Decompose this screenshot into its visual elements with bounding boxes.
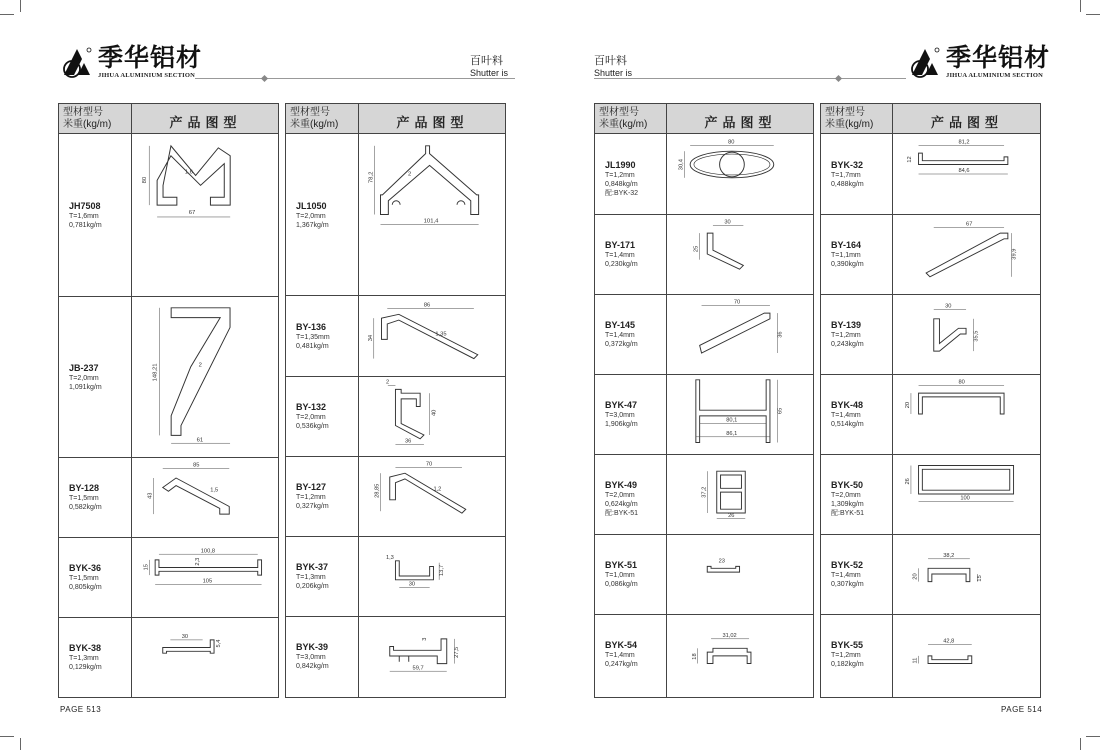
profile-weight: 1,091kg/m xyxy=(69,383,102,391)
header-model-weight xyxy=(290,107,338,131)
table-header xyxy=(286,104,505,134)
profile-weight: 0,206kg/m xyxy=(296,583,329,590)
profile-code: BYK-32 xyxy=(831,160,864,170)
header-rule xyxy=(195,78,515,79)
svg-text:26: 26 xyxy=(905,478,912,485)
svg-text:70: 70 xyxy=(425,461,433,468)
profile-thickness: T=1,4mm xyxy=(831,412,861,419)
profile-thickness: T=3,0mm xyxy=(296,654,326,661)
brand-logo xyxy=(60,44,202,79)
svg-text:148,21: 148,21 xyxy=(152,363,159,382)
svg-text:37,2: 37,2 xyxy=(701,486,708,498)
svg-text:84,6: 84,6 xyxy=(958,168,970,175)
profile-code: BYK-55 xyxy=(831,640,864,650)
profile-code: BYK-49 xyxy=(605,480,638,490)
profile-drawing xyxy=(894,216,1040,292)
table-row xyxy=(286,376,505,456)
table-row xyxy=(821,374,1040,454)
svg-text:38,2: 38,2 xyxy=(943,552,955,559)
svg-text:67: 67 xyxy=(966,221,973,228)
table-row xyxy=(821,534,1040,614)
profile-code: BYK-38 xyxy=(69,643,102,653)
logo-mark-icon xyxy=(60,45,94,79)
table-row xyxy=(59,134,278,296)
profile-thickness: T=1,6mm xyxy=(69,213,99,220)
profile-drawing xyxy=(894,296,1040,372)
svg-text:1,5: 1,5 xyxy=(210,487,219,494)
header-weight-label: 米重(kg/m) xyxy=(290,119,339,130)
profile-pairing-note: 配:BYK-51 xyxy=(605,510,639,517)
svg-text:1,2: 1,2 xyxy=(433,486,442,493)
profile-table xyxy=(820,103,1041,698)
profile-drawing xyxy=(668,616,813,692)
crop-mark xyxy=(1086,736,1100,737)
svg-text:65: 65 xyxy=(777,407,784,414)
profile-weight: 0,488kg/m xyxy=(831,181,864,188)
profile-code: BY-132 xyxy=(296,402,327,412)
profile-weight: 0,307kg/m xyxy=(831,581,864,588)
profile-drawing xyxy=(360,136,505,293)
header-rule xyxy=(594,78,906,79)
table-row xyxy=(286,134,505,295)
profile-weight: 0,848kg/m xyxy=(605,181,638,188)
table-row xyxy=(821,294,1040,374)
profile-thickness: T=1,3mm xyxy=(296,574,326,581)
profile-thickness: T=2,0mm xyxy=(69,374,99,382)
profile-weight: 0,582kg/m xyxy=(69,504,102,511)
profile-code: BY-136 xyxy=(296,321,327,332)
svg-text:78,2: 78,2 xyxy=(368,171,375,184)
profile-weight: 0,372kg/m xyxy=(605,341,638,348)
table-header xyxy=(59,104,278,134)
profile-drawing xyxy=(360,618,505,694)
table-row xyxy=(595,374,813,454)
table-row xyxy=(286,536,505,616)
table-row xyxy=(286,616,505,696)
profile-code: BYK-39 xyxy=(296,642,329,652)
svg-text:70: 70 xyxy=(733,299,741,306)
profile-thickness: T=2,0mm xyxy=(605,492,635,499)
brand-logo xyxy=(908,44,1050,79)
svg-text:30: 30 xyxy=(724,219,731,226)
profile-thickness: T=1,2mm xyxy=(605,172,635,179)
profile-drawing xyxy=(668,136,813,212)
svg-text:30,4: 30,4 xyxy=(678,159,685,171)
table-row xyxy=(595,214,813,294)
profile-weight: 0,481kg/m xyxy=(296,342,329,350)
profile-weight: 1,906kg/m xyxy=(605,421,638,428)
crop-mark xyxy=(1086,14,1100,15)
profile-thickness: T=1,2mm xyxy=(831,332,861,339)
svg-text:11: 11 xyxy=(912,657,919,664)
profile-code: BYK-54 xyxy=(605,640,638,650)
svg-text:40: 40 xyxy=(431,409,438,416)
svg-text:5,4: 5,4 xyxy=(215,639,222,648)
header-model-label: 型材型号 xyxy=(825,107,865,118)
svg-text:31,02: 31,02 xyxy=(722,632,737,639)
svg-text:80: 80 xyxy=(958,379,965,386)
profile-code: BYK-36 xyxy=(69,563,102,573)
profile-weight: 0,182kg/m xyxy=(831,661,864,668)
profile-drawing xyxy=(894,376,1040,452)
profile-drawing xyxy=(360,378,505,454)
header-weight-label: 米重(kg/m) xyxy=(825,119,874,130)
profile-drawing xyxy=(133,298,278,455)
profile-weight: 0,624kg/m xyxy=(605,501,638,508)
crop-mark xyxy=(1080,738,1081,750)
svg-text:105: 105 xyxy=(202,578,213,585)
brand-name-cn: 季华铝材 xyxy=(98,43,203,72)
profile-weight: 0,842kg/m xyxy=(296,663,329,670)
profile-thickness: T=1,5mm xyxy=(69,575,99,582)
profile-code: JB-237 xyxy=(69,362,99,373)
profile-code: JL1050 xyxy=(296,200,327,211)
section-title-left xyxy=(470,55,508,79)
profile-drawing xyxy=(133,459,278,535)
profile-thickness: T=1,2mm xyxy=(296,494,326,501)
rule-diamond xyxy=(261,75,268,82)
profile-thickness: T=1,3mm xyxy=(69,655,99,662)
profile-weight: 0,390kg/m xyxy=(831,261,864,268)
profile-code: BYK-52 xyxy=(831,560,864,570)
profile-drawing xyxy=(133,539,278,615)
brand-name-en: JIHUA ALUMINIUM SECTION xyxy=(98,72,196,79)
profile-code: BY-127 xyxy=(296,482,327,492)
svg-text:86: 86 xyxy=(423,302,431,309)
header-model-label: 型材型号 xyxy=(63,107,103,118)
profile-drawing xyxy=(668,216,813,292)
svg-text:80: 80 xyxy=(728,139,735,146)
page-number-left: PAGE 513 xyxy=(60,705,102,714)
section-title-cn: 百叶料 xyxy=(594,55,627,67)
svg-text:80: 80 xyxy=(142,176,149,184)
table-row xyxy=(59,296,278,457)
profile-thickness: T=1,1mm xyxy=(831,252,861,259)
svg-text:43: 43 xyxy=(147,492,154,499)
header-model-label: 型材型号 xyxy=(599,107,639,118)
svg-text:25: 25 xyxy=(693,245,700,253)
crop-mark xyxy=(0,14,14,15)
crop-mark xyxy=(20,0,21,12)
profile-thickness: T=1,5mm xyxy=(69,495,99,502)
crop-mark xyxy=(0,736,14,737)
profile-table xyxy=(58,103,279,698)
profile-weight: 0,243kg/m xyxy=(831,341,864,348)
table-row xyxy=(821,134,1040,214)
svg-text:26: 26 xyxy=(728,512,735,519)
table-row xyxy=(821,614,1040,694)
profile-thickness: T=2,0mm xyxy=(296,414,326,421)
svg-text:30: 30 xyxy=(945,303,952,310)
table-row xyxy=(595,454,813,534)
profile-code: BYK-47 xyxy=(605,400,638,410)
table-row xyxy=(595,534,813,614)
svg-text:67: 67 xyxy=(188,210,196,217)
svg-text:30: 30 xyxy=(408,581,416,588)
profile-drawing xyxy=(894,616,1040,692)
table-row xyxy=(821,214,1040,294)
svg-text:2,3: 2,3 xyxy=(194,557,201,566)
profile-pairing-note: 配:BYK-51 xyxy=(831,510,865,517)
profile-weight: 0,129kg/m xyxy=(69,664,102,671)
profile-weight: 0,514kg/m xyxy=(831,421,864,428)
profile-weight: 0,805kg/m xyxy=(69,584,102,591)
profile-thickness: T=1,0mm xyxy=(605,572,635,579)
svg-text:39,9: 39,9 xyxy=(1011,248,1018,260)
header-model-weight xyxy=(599,107,647,131)
rule-diamond xyxy=(835,75,842,82)
svg-text:36: 36 xyxy=(404,438,412,445)
table-row xyxy=(821,454,1040,534)
table-row xyxy=(595,134,813,214)
header-drawing-label: 产品图型 xyxy=(704,115,777,130)
svg-text:2: 2 xyxy=(385,379,390,386)
svg-text:100,8: 100,8 xyxy=(200,548,215,555)
profile-drawing xyxy=(894,456,1040,532)
header-weight-label: 米重(kg/m) xyxy=(63,119,112,130)
svg-text:101,4: 101,4 xyxy=(423,218,439,225)
profile-thickness: T=1,4mm xyxy=(605,252,635,259)
profile-weight: 0,781kg/m xyxy=(69,222,102,229)
svg-text:18: 18 xyxy=(691,653,698,660)
header-drawing-label: 产品图型 xyxy=(169,115,242,130)
profile-thickness: T=1,4mm xyxy=(605,652,635,659)
svg-text:100: 100 xyxy=(960,495,970,502)
svg-text:80,1: 80,1 xyxy=(726,417,738,424)
profile-weight: 0,327kg/m xyxy=(296,503,329,510)
profile-code: BYK-37 xyxy=(296,562,329,572)
svg-text:12: 12 xyxy=(906,156,913,163)
svg-text:30: 30 xyxy=(181,634,189,640)
header-drawing-label: 产品图型 xyxy=(930,115,1003,130)
header-drawing-label: 产品图型 xyxy=(396,115,469,130)
header-model-label: 型材型号 xyxy=(290,107,330,118)
logo-mark-icon xyxy=(908,45,942,79)
table-row xyxy=(286,295,505,376)
profile-drawing xyxy=(133,619,278,695)
brand-name-en: JIHUA ALUMINIUM SECTION xyxy=(946,72,1044,79)
profile-table xyxy=(285,103,506,698)
header-weight-label: 米重(kg/m) xyxy=(599,119,648,130)
profile-table xyxy=(594,103,814,698)
svg-text:61: 61 xyxy=(196,437,204,444)
profile-drawing xyxy=(894,536,1040,612)
svg-text:35,5: 35,5 xyxy=(973,330,980,342)
profile-drawing xyxy=(360,538,505,614)
svg-text:36: 36 xyxy=(777,331,784,338)
table-row xyxy=(59,537,278,617)
profile-drawing xyxy=(668,376,813,452)
table-header xyxy=(821,104,1040,134)
header-model-weight xyxy=(63,107,111,131)
profile-weight: 1,309kg/m xyxy=(831,501,864,508)
profile-drawing xyxy=(668,536,813,612)
table-row xyxy=(595,614,813,694)
section-title-cn: 百叶料 xyxy=(470,55,503,67)
profile-weight: 0,247kg/m xyxy=(605,661,638,668)
profile-thickness: T=1,7mm xyxy=(831,172,861,179)
profile-code: JH7508 xyxy=(69,201,101,211)
profile-drawing xyxy=(894,136,1040,212)
svg-text:81,2: 81,2 xyxy=(958,139,970,146)
section-title-right xyxy=(594,55,632,79)
svg-text:1,35: 1,35 xyxy=(435,331,447,338)
svg-text:1,6: 1,6 xyxy=(184,169,193,176)
profile-code: BYK-48 xyxy=(831,400,864,410)
profile-weight: 0,536kg/m xyxy=(296,423,329,430)
table-row xyxy=(59,457,278,537)
profile-code: BY-171 xyxy=(605,240,636,250)
profile-weight: 0,086kg/m xyxy=(605,581,638,588)
profile-thickness: T=1,2mm xyxy=(831,652,861,659)
profile-drawing xyxy=(360,297,505,374)
profile-code: BYK-50 xyxy=(831,480,864,490)
profile-drawing xyxy=(360,458,505,534)
svg-text:20: 20 xyxy=(905,401,912,409)
profile-pairing-note: 配:BYK-32 xyxy=(605,190,639,197)
svg-text:13,7: 13,7 xyxy=(438,564,445,576)
profile-thickness: T=1,35mm xyxy=(296,333,330,341)
svg-text:2: 2 xyxy=(407,171,412,178)
svg-text:42,8: 42,8 xyxy=(943,638,955,645)
profile-code: BYK-51 xyxy=(605,560,638,570)
svg-text:59,7: 59,7 xyxy=(412,665,424,672)
svg-text:23: 23 xyxy=(718,558,725,565)
profile-drawing xyxy=(133,136,278,294)
page-number-right: PAGE 514 xyxy=(1001,705,1043,714)
profile-thickness: T=1,4mm xyxy=(605,332,635,339)
svg-text:15: 15 xyxy=(977,575,984,582)
section-title-en: Shutter is xyxy=(594,68,633,78)
table-row xyxy=(595,294,813,374)
table-header xyxy=(595,104,813,134)
profile-weight: 0,230kg/m xyxy=(605,261,638,268)
svg-text:20: 20 xyxy=(912,573,919,580)
crop-mark xyxy=(20,738,21,750)
profile-weight: 1,367kg/m xyxy=(296,221,329,229)
profile-code: JL1990 xyxy=(605,160,636,170)
header-model-weight xyxy=(825,107,873,131)
profile-code: BY-145 xyxy=(605,320,636,330)
svg-text:27,5: 27,5 xyxy=(454,646,461,658)
profile-thickness: T=2,0mm xyxy=(296,212,326,220)
svg-text:2: 2 xyxy=(198,362,202,369)
profile-code: BY-128 xyxy=(69,483,100,493)
svg-text:15: 15 xyxy=(143,564,150,571)
svg-text:1,3: 1,3 xyxy=(385,554,394,561)
profile-thickness: T=2,0mm xyxy=(831,492,861,499)
svg-text:3: 3 xyxy=(421,637,428,641)
brand-name-cn: 季华铝材 xyxy=(946,43,1051,72)
profile-code: BY-164 xyxy=(831,240,862,250)
profile-drawing xyxy=(668,456,813,532)
table-row xyxy=(286,456,505,536)
profile-thickness: T=3,0mm xyxy=(605,412,635,419)
profile-code: BY-139 xyxy=(831,320,862,330)
profile-drawing xyxy=(668,296,813,372)
profile-thickness: T=1,4mm xyxy=(831,572,861,579)
svg-text:34: 34 xyxy=(367,334,374,342)
section-title-en: Shutter is xyxy=(470,68,509,78)
svg-text:28,85: 28,85 xyxy=(374,483,381,498)
table-row xyxy=(59,617,278,697)
svg-text:85: 85 xyxy=(193,462,200,469)
svg-text:86,1: 86,1 xyxy=(726,430,738,437)
crop-mark xyxy=(1080,0,1081,12)
